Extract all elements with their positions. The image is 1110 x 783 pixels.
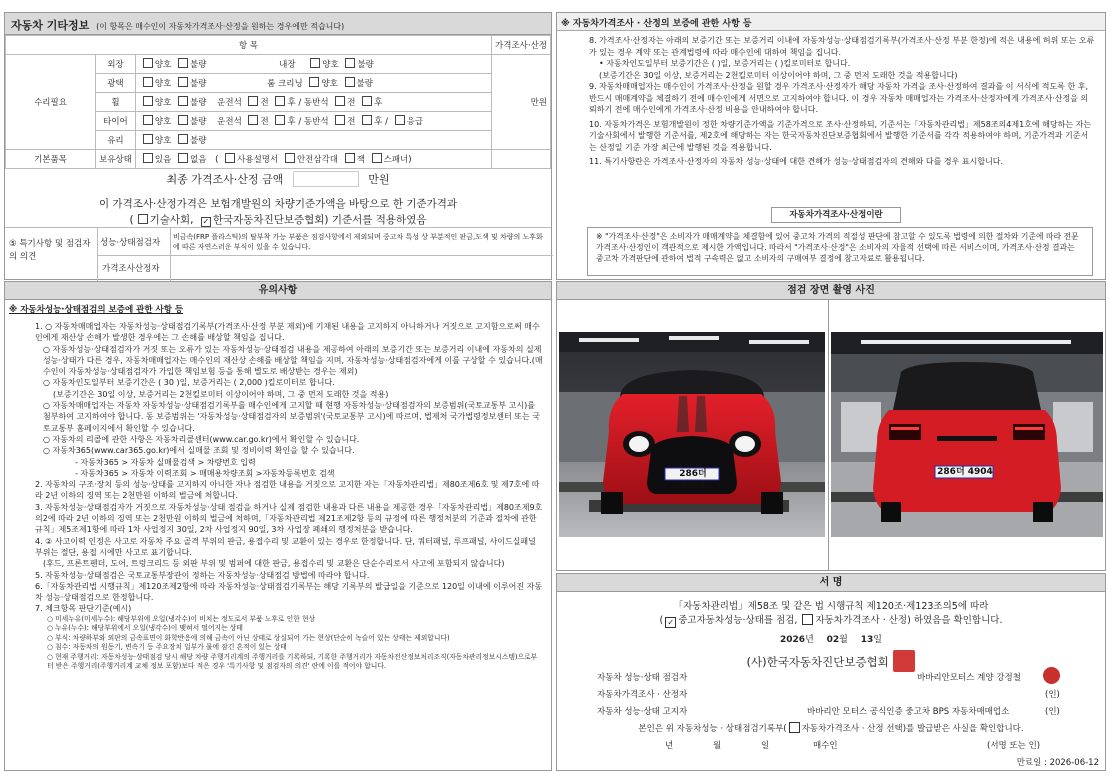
tire-emergency-checkbox[interactable]: [395, 115, 405, 125]
note-1e: ○ 자동차매매업자는 자동차 자동차성능·상태점검기록부를 매수인에게 고지할 때 현행 자동차성능·상태점검자의 보증범위(국토교통부 고시)를 첨부하여 고지하여야 합니다. 동 보증범위는 '자동차성능·상태점검자의 보증범위'(국토교통부 고시)에 따르며, 법제처 국가법령정보센터 또는 국토교통부 홈페이지에서 확인할 수 있습니다.: [43, 401, 541, 433]
photos-panel: [556, 281, 1106, 571]
note-7: 7. 체크항목 판단기준(예시): [35, 604, 132, 614]
basic-none-checkbox[interactable]: [178, 153, 188, 163]
row-label-gloss: 광택: [96, 74, 136, 93]
note-8-period-desc: (보증기간은 30일 이상, 보증거리는 2천킬로미터 이상이어야 하며, 그 중 먼저 도래한 것을 적용합니다): [599, 70, 958, 80]
final-price-unit: 만원: [368, 173, 390, 186]
tire-driver-rear-checkbox[interactable]: [275, 115, 285, 125]
note-8: 8. 가격조사·산정자는 아래의 보증기간 또는 보증거리 이내에 자동차성능·상태점검기록부(가격조사·산정 부분 한정)에 적은 내용에 허위 또는 오류가 있는 경우 계약 또는 관계법령에 따라 매수인에 대하여 책임을 집니다.: [589, 36, 1095, 57]
row-gloss-options: 양호 불량 룸 크리닝 양호 불량: [135, 74, 491, 93]
note-8-period: • 자동차인도일부터 보증기간은 ( )일, 보증거리는 ( )킬로미터로 합니다.: [599, 59, 851, 68]
notes-header: 유의사항: [5, 282, 551, 300]
basic-items-options: 있음 없음 ( 사용설명서 안전삼각대 잭 스패너): [135, 150, 491, 169]
glass-bad-checkbox[interactable]: [178, 134, 188, 144]
price-definition-title: 자동차가격조사·산정이란: [771, 207, 901, 223]
price-guarantee-items: [557, 31, 1105, 168]
wheel-good-checkbox[interactable]: [143, 96, 153, 106]
notes-panel: [4, 281, 552, 771]
sign-notifier-value: 바바리안 모터스 공식인증 중고차 BPS 자동차매매업소: [807, 707, 1010, 717]
sign-inspection-checkbox[interactable]: ✓: [665, 617, 676, 628]
sign-month: 02: [826, 635, 840, 645]
cleaning-good-checkbox[interactable]: [309, 77, 319, 87]
note-5: 5. 자동차성능·상태점검은 국토교통부장관이 정하는 자동차성능·상태점검 방법에 따라야 합니다.: [35, 570, 370, 580]
note-1h: - 자동차365 > 자동차 실매물검색 > 차량번호 입력: [75, 457, 256, 467]
row-label-glass: 유리: [96, 131, 136, 150]
sign-check-line: ( ✓ 중고자동차성능·상태를 점검, 자동차가격조사 · 산정) 하였음을 확인합니다.: [659, 615, 1003, 627]
org-stamp-icon: [893, 650, 915, 672]
wheel-driver-front-checkbox[interactable]: [248, 96, 258, 106]
row-label-exterior: 외장: [96, 55, 136, 74]
row-label-tire: 타이어: [96, 112, 136, 131]
note-2: 2. 자동차의 구조·장치 등의 성능·상태를 고지하지 아니한 자나 점검한 내용을 거짓으로 고지한 자는「자동차관리법」제80조제6호 및 제7호에 따라 2년 이하의 징역 또는 2천만원 이하의 벌금에 처합니다.: [35, 480, 540, 501]
note-1f: ○ 자동차의 리콜에 관한 사항은 자동차리콜센터(www.car.go.kr)에서 확인할 수 있습니다.: [43, 434, 360, 444]
wheel-pass-front-checkbox[interactable]: [335, 96, 345, 106]
tire-pass-front-checkbox[interactable]: [335, 115, 345, 125]
tire-driver-front-checkbox[interactable]: [248, 115, 258, 125]
basic-items-label: 기본품목: [6, 150, 96, 169]
row-label-room-cleaning: 룸 크리닝: [267, 79, 303, 89]
rear-plate: 286더 4904: [937, 467, 993, 477]
sign-notifier-label: 자동차 성능·상태 고지자: [597, 707, 688, 717]
sign-day: 13: [860, 635, 874, 645]
front-car-image: [559, 332, 825, 537]
other-info-panel: [4, 12, 552, 280]
wheel-bad-checkbox[interactable]: [178, 96, 188, 106]
other-info-title: 자동차 기타정보: [11, 19, 90, 32]
basic-price-cell: [492, 150, 551, 169]
notes-title: ※ 자동차성능·상태점검의 보증에 관한 사항 등: [9, 305, 184, 315]
wheel-driver-rear-checkbox[interactable]: [275, 96, 285, 106]
front-plate: 286더 4904: [679, 469, 707, 491]
wheel-pass-rear-checkbox[interactable]: [362, 96, 372, 106]
tire-good-checkbox[interactable]: [143, 115, 153, 125]
other-info-titlebar: [5, 13, 551, 35]
basis-line-2: ( 기술사회, ✓ 한국자동차진단보증협회) 기준서를 적용하였음: [129, 214, 427, 226]
repair-group-label: 수리필요: [6, 55, 96, 150]
sign-org: (사)한국자동차진단보증협회: [746, 655, 889, 669]
sign-org-row: [557, 650, 1105, 672]
note-1c: ○ 자동차인도일부터 보증기간은 ( 30 )일, 보증거리는 ( 2,000 )킬로미터로 합니다.: [43, 378, 335, 388]
cleaning-bad-checkbox[interactable]: [345, 77, 355, 87]
manual-checkbox[interactable]: [225, 153, 235, 163]
sign-year: 2026: [780, 635, 806, 645]
note-11: 11. 특기사항란은 가격조사·산정자의 자동차 성능·상태에 대한 견해가 성능·상태점검자의 견해와 다를 경우 표시합니다.: [589, 157, 1004, 166]
row-wheel-options: 양호 불량 운전석 전 후 / 동반석 전 후: [135, 93, 491, 112]
notes-items: [5, 318, 551, 672]
glass-good-checkbox[interactable]: [143, 134, 153, 144]
basic-status-label: 보유상태: [96, 150, 136, 169]
note-4: 4. ② 사고이력 인정은 사고로 자동차 주요 골격 부위의 판금, 용접수리 및 교환이 있는 경우로 한정합니다. 단, 쿼터패널, 루프패널, 사이드실패널 부위는 절단, 용접 시에만 사고로 표기합니다.: [35, 536, 536, 557]
note-1g: ○ 자동차365(www.car365.go.kr)에서 실매물 조회 및 정비이력 확인을 할 수 있습니다.: [43, 446, 355, 456]
interior-bad-checkbox[interactable]: [345, 58, 355, 68]
row-label-wheel: 휠: [96, 93, 136, 112]
tire-bad-checkbox[interactable]: [178, 115, 188, 125]
price-guarantee-title: ※ 자동차가격조사 · 산정의 보증에 관한 사항 등: [557, 13, 1105, 31]
col-price-header: 가격조사·산정: [492, 36, 551, 55]
expiry-date: 만료일 : 2026-06-12: [1016, 758, 1099, 768]
row-glass-options: 양호 불량: [135, 131, 491, 150]
sign-price-seal: (인): [1045, 690, 1060, 700]
sign-inspector-label: 자동차 성능·상태 점검자: [597, 673, 688, 683]
tire-pass-rear-checkbox[interactable]: [362, 115, 372, 125]
sign-price-label: 자동차가격조사 · 산정자: [597, 690, 688, 700]
final-price-input[interactable]: [293, 171, 359, 187]
interior-good-checkbox[interactable]: [310, 58, 320, 68]
other-info-table: [5, 35, 551, 169]
row-tire-options: 양호 불량 운전석 전 후 / 동반석 전 후 / 응급: [135, 112, 491, 131]
gloss-good-checkbox[interactable]: [143, 77, 153, 87]
sign-law-line: 「자동차관리법」제58조 및 같은 법 시행규칙 제120조·제123조의5에 따라: [673, 601, 989, 612]
row-exterior-options: 양호 불량 내장 양호 불량: [135, 55, 491, 74]
note-3: 3. 자동차성능·상태점검자가 거짓으로 자동차성능·상태 점검을 하거나 실제 점검한 내용과 다른 내용을 제공한 경우「자동차관리법」제80조제9호의2에 따라 2년 이하의 징역 또는 2천만원 이하의 벌금에 처하며,「자동차관리법 제21조제2항 등의 규정에 따른 행정처분의 기준과 절차에 관한 규칙」제5조제1항에 따라 1차 사업정지 30일, 2차 사업정지 90일, 3차 사업장 폐쇄의 행정처분을 받습니다.: [35, 502, 543, 535]
triangle-checkbox[interactable]: [285, 153, 295, 163]
note-1b: ○ 자동차성능·상태점검자가 거짓 또는 오류가 있는 자동차성능·상태점검 내용을 제공하여 아래의 보증기간 또는 보증거리 이내에 자동차의 실제 성능·상태가 다른 경우, 자동차매매업자는 매수인의 재산상 손해를 배상할 책임을 지며, 자동차성능·상태점검자에게 이를 구상할 수 있습니다.(매수인이 자동차성능·상태점검자가 가입한 책임보험 등을 통해 별도로 배상받는 경우는 제외): [43, 344, 543, 377]
note-4b: (후드, 프론트펜더, 도어, 트렁크리드 등 외판 부위 및 범퍼에 대한 판금, 용접수리 및 교환은 단순수리로서 사고에 포함되지 않습니다): [43, 559, 505, 569]
spanner-checkbox[interactable]: [372, 153, 382, 163]
row-label-interior: 내장: [279, 60, 296, 70]
note-9: 9. 자동차매매업자는 매수인이 가격조사·산정을 원할 경우 가격조사·산정자가 해당 자동차 가격을 조사·산정하여 결과를 이 서식에 적도록 한 후, 반드시 매매계약을 체결하기 전에 매수인에게 서면으로 고지하여야 합니다. 이 경우 자동차 매매업자는 가격조사·산정자에게 가격조사·산정을 의뢰하기 전에 매수인에게 가격조사·산정 비용을 안내하여야 합니다.: [589, 82, 1089, 114]
basic-has-checkbox[interactable]: [143, 153, 153, 163]
buyer-label: 매수인: [813, 741, 838, 751]
photos-header: 점검 장면 촬영 사진: [557, 282, 1105, 300]
note-1a: 1. ○ 자동차매매업자는 자동차성능·상태점검기록부(가격조사·산정 부분 제외)에 기재된 내용을 고지하지 아니하거나 거짓으로 고지함으로써 매수인에게 재산상 손해가 발생한 경우에는 그 손해를 배상할 책임을 집니다.: [35, 322, 540, 343]
inspector-label: 성능·상태점검자: [100, 238, 161, 248]
exterior-bad-checkbox[interactable]: [178, 58, 188, 68]
signature-header: 서 명: [557, 574, 1105, 592]
inspector-seal-icon: [1043, 667, 1060, 684]
criteria-list: ○ 미세누유(미세누수): 해당부위에 오일(냉각수)이 비치는 정도로서 부품 노후로 인한 현상 ○ 누유(누수): 해당부위에서 오일(냉각수)이 맺혀서 떨어지는 상태 ○ 부식: 차량하부와 외판의 금속표면이 화학반응에 의해 금속이 아닌 상태로 상실되어 가는 현상(단순히 녹슬어 있는 상태는 제외합니다) ○ 침수: 자동차의 원동기, 변속기 등 주요장치 일부가 물에 잠긴 흔적이 있는 상태 ○ 현재 주행거리: 자동차성능·상태점검 당시 해당 차량 주행거리계의 주행거리를 기록하되, 기록한 주행거리가 자동차전산정보처리조직(자동차관리정보시스템)으로부터 받은 주행거리(주행거리계 교체 정보 포함)보다 적은 경우 '특기사항 및 점검자의 의견' 란에 이를 적어야 합니다.: [47, 614, 538, 671]
rear-car-image: [831, 332, 1103, 537]
note-10: 10. 자동차가격은 보험개발원이 정한 차량기준가액을 기준가격으로 조사·산정하되, 기준서는「자동차관리법」제58조의4제1호에 해당하는 자는 기술사회에서 발행한 기준서를, 제2호에 해당하는 자는 한국자동차진단보증협회에서 발행한 기준서를 각각 적용하여야 하며, 기준가격과 기준서는 산정일 기준 가장 최근에 발행된 것을 적용합니다.: [589, 119, 1092, 152]
inspector-note: 비금속(FRP 플라스틱)의 탈부착 가능 부품은 점검사항에서 제외되며 중고차 특성 상 부분적인 판금,도색 및 차량의 노후화에 따른 자연스러운 부식이 있을 수 있습니다.: [173, 233, 543, 251]
special-notes-section: [5, 227, 551, 280]
price-guarantee-panel: [556, 12, 1106, 280]
special-notes-label: ⑤ 특기사항 및 점검자의 의견: [9, 239, 91, 262]
front-photo: [559, 332, 825, 537]
sign-date: 2026년 02월 13일: [780, 635, 882, 645]
repair-price-cell: 만원: [492, 55, 551, 150]
sign-price-checkbox[interactable]: [802, 614, 813, 625]
exterior-good-checkbox[interactable]: [143, 58, 153, 68]
note-6: 6.「자동차관리법 시행규칙」제120조제2항에 따라 자동차성능·상태점검기록부는 해당 기록부의 발급일을 기준으로 120일 이내에 이루어진 자동차 성능·상태점검으로 한정합니다.: [35, 581, 543, 603]
price-definition-box: ※ "가격조사·산정"은 소비자가 매매계약을 체결함에 있어 중고차 가격의 적절성 판단에 참고할 수 있도록 법령에 의한 절차와 기준에 따라 전문 가격조사·산정인이 객관적으로 제시한 가액입니다. 따라서 "가격조사·산정"은 소비자의 자율적 선택에 따른 서비스이며, 가격조사·산정 결과는 중고차 가격판단에 관하여 법적 구속력은 없고 소비자의 구매여부 결정에 참고자료로 활용됩니다.: [587, 227, 1093, 276]
note-1i: - 자동차365 > 자동차 이력조회 > 매매용차량조회 >자동차등록번호 검색: [75, 468, 335, 478]
basis-line-1: 이 가격조사·산정가격은 보험개발원의 차량기준가액을 바탕으로 한 기준가격과: [98, 198, 458, 210]
jack-checkbox[interactable]: [345, 153, 355, 163]
other-info-subtitle: (이 항목은 매수인이 자동차가격조사·산정을 원하는 경우에만 적습니다): [96, 22, 345, 31]
buyer-sign: (서명 또는 인): [987, 741, 1041, 751]
basis-kaida-checkbox[interactable]: ✓: [202, 217, 210, 226]
final-price-row: [5, 171, 551, 187]
price-inspector-label: 가격조사산정자: [102, 264, 160, 274]
gloss-bad-checkbox[interactable]: [178, 77, 188, 87]
sign-receipt-row: 본인은 위 자동차성능 · 상태점검기록부( 자동차가격조사 · 산정 선택)를 발급받은 사실을 확인합니다.: [638, 724, 1024, 734]
signature-panel: 서 명 「자동차관리법」제58조 및 같은 법 시행규칙 제120조·제123조의5에 따라 ( ✓ 중고자동차성능·상태를 점검, 자동차가격조사 · 산정) 하였음을 확인합니다. 2026년 02월 13일 (사)한국자동차진단보증협회 자동차 성능·상태 점검자 바바리안모터스 계양 강정철 자동차가격조사 · 산정자 (인) 자동차 성능·상태 고지자 바바리안 모터스 공식인증 중고차 BPS 자동차매매업소 (인) 본인은 위 자동차성능 · 상태점검기록부( 자동차가격조사 · 산정 선택)를 발급받은 사실을 확인합니다. 년 월 일 매수인 (서명 또는 인) 만료일 : 2026-06-12: [556, 573, 1106, 771]
sign-notifier-seal: (인): [1045, 707, 1060, 717]
final-price-label: 최종 가격조사·산정 금액: [166, 173, 284, 186]
receipt-price-checkbox[interactable]: [789, 722, 800, 733]
basis-tech-checkbox[interactable]: [138, 214, 148, 224]
col-item-header: 항 목: [6, 36, 492, 55]
note-1d: (보증기간은 30일 이상, 보증거리는 2천킬로미터 이상이어야 하며, 그 중 먼저 도래한 것을 적용): [53, 389, 389, 399]
rear-photo: [831, 332, 1103, 537]
sign-inspector-value: 바바리안모터스 계양 강정철: [917, 673, 1021, 683]
